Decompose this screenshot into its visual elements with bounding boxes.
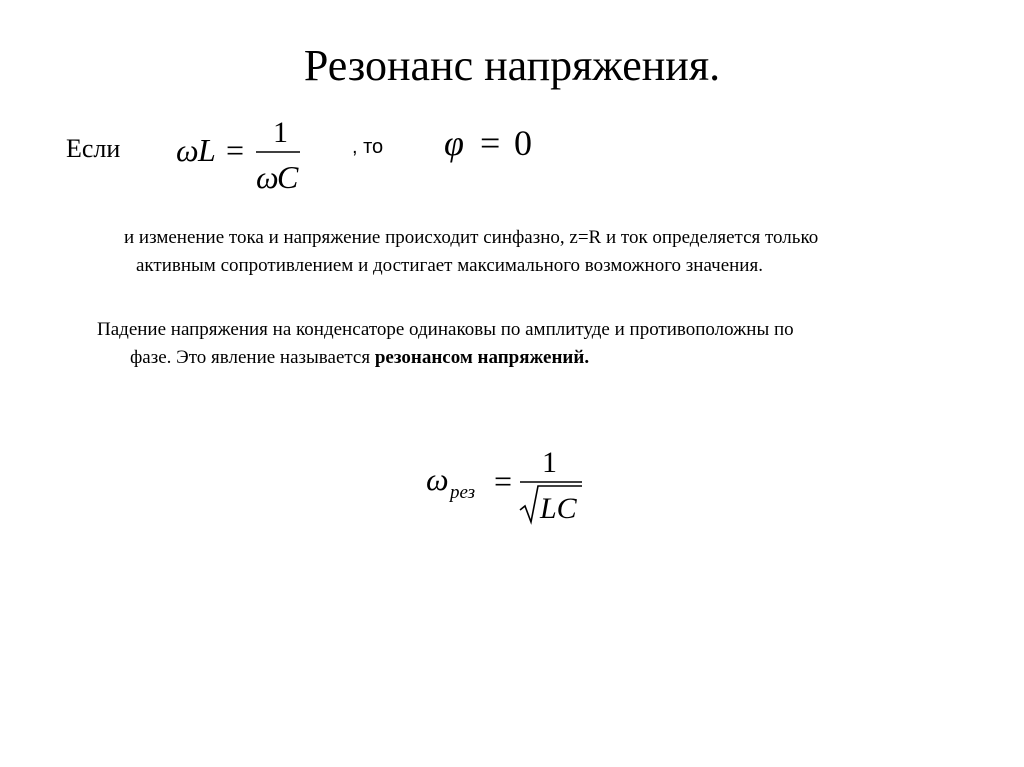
paragraph-voltage-resonance-prefix: фазе. Это явление называется (130, 347, 375, 368)
resonance-condition-formula (176, 112, 326, 194)
resonance-frequency-formula (426, 440, 596, 530)
eq2-equals: = (480, 123, 501, 163)
eq1-omega: ω (176, 132, 199, 168)
paragraph-in-phase-line2: активным сопротивлением и достигает максимального возможного значения. (136, 255, 763, 276)
eq2-value: 0 (514, 123, 532, 163)
slide-title: Резонанс напряжения. (303, 41, 721, 90)
eq3-radicand: LC (540, 492, 577, 525)
eq3-subscript: рез (450, 482, 476, 503)
paragraph-in-phase (124, 224, 984, 280)
eq2-phi: φ (444, 123, 464, 163)
eq3-omega: ω (426, 461, 449, 497)
if-label: Если (66, 134, 121, 163)
phase-zero-formula (444, 120, 544, 170)
eq1-denominator-C: C (277, 159, 299, 194)
paragraph-voltage-resonance-line1: Падение напряжения на конденсаторе одинаковы по амплитуде и противоположны по (97, 319, 794, 340)
eq3-equals: = (494, 463, 513, 499)
then-label: , то (352, 136, 384, 158)
eq1-L: L (198, 132, 216, 168)
paragraph-voltage-resonance-line2 (97, 344, 977, 372)
eq3-numerator: 1 (542, 446, 557, 479)
paragraph-in-phase-line1: и изменение тока и напряжение происходит синфазно, z=R и ток определяется только (124, 227, 819, 248)
resonance-term: резонансом напряжений. (374, 347, 590, 368)
eq1-denominator-omega: ω (256, 159, 279, 194)
eq1-equals: = (226, 132, 245, 168)
eq1-numerator: 1 (273, 116, 288, 149)
paragraph-voltage-resonance (97, 316, 977, 372)
